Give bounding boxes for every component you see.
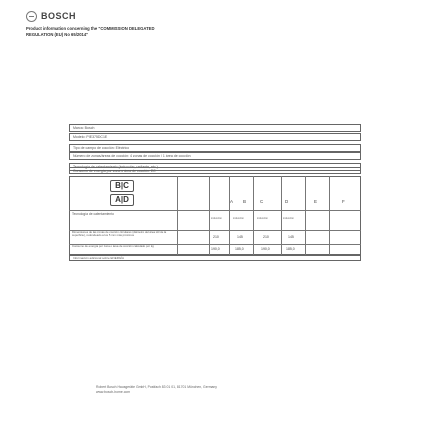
zone-letter: A — [230, 199, 234, 204]
brand-name: BOSCH — [41, 11, 77, 21]
energy-per-kg: 190,0 — [211, 247, 220, 251]
address-line: Robert Bosch Hausgeräte GmbH, Postfach 83 01 01, 81701 München, Germany — [96, 385, 218, 389]
bosch-logo-icon — [26, 11, 37, 22]
heating-type: inducción — [211, 217, 222, 220]
additional-info-row: Información adicional sobre ENERGÍA — [69, 255, 361, 261]
heating-type: inducción — [283, 217, 294, 220]
zone-diameter: 210 — [263, 235, 269, 239]
info-row-energy: Consumo de energía por zona o área de cocción: EC — [69, 167, 361, 174]
zone-dimension-label: Dimensiones de las zonas de cocción circulares (diámetro del área útil de la superficie), redondeado a los 5 mm más próximos — [72, 230, 167, 238]
info-row-model: Modelo: PIE375DC1E — [69, 133, 361, 141]
product-information-heading — [26, 26, 256, 37]
zone-diameter: 210 — [213, 235, 219, 239]
info-row-heating: Tecnología de calentamiento (inducción, radiante, etc.) — [69, 163, 361, 171]
manufacturer-address — [96, 385, 336, 394]
info-row-brand: Marca: Bosch — [69, 124, 361, 132]
table-divider — [69, 210, 361, 211]
info-row-zones: Número de zonas/áreas de cocción: 4 zonas de cocción / 1 área de cocción — [69, 152, 361, 160]
zone-letter: F — [342, 199, 345, 204]
energy-per-kg: 185,0 — [286, 247, 295, 251]
zone-letter: B — [243, 199, 247, 204]
cooking-zone-diagram — [110, 180, 136, 208]
energy-per-kg-label: Consumo de energía por zona o área de cocción calculado por kg — [72, 244, 154, 248]
bosch-logo — [26, 9, 76, 23]
heating-type: inducción — [257, 217, 268, 220]
zone-diagram-bottom: A|D — [110, 194, 134, 206]
energy-per-kg: 185,0 — [235, 247, 244, 251]
intro-line-1: Product information concerning the "COMMISSION DELEGATED — [26, 26, 155, 31]
intro-line-2: REGULATION (EU) No 65/2014" — [26, 31, 89, 37]
zone-letter: D — [285, 199, 289, 204]
info-row-hob-type: Tipo de campo de cocción: Eléctrico — [69, 144, 361, 152]
energy-per-kg: 190,0 — [261, 247, 270, 251]
website: www.bosch-home.com — [96, 389, 131, 394]
zone-letter: E — [314, 199, 318, 204]
zone-diameter: 145 — [288, 235, 294, 239]
heating-technology-label: Tecnología de calentamiento — [72, 212, 114, 216]
zone-diameter: 145 — [237, 235, 243, 239]
zone-letter: C — [260, 199, 264, 204]
zone-diagram-top: B|C — [110, 180, 134, 192]
heating-type: inducción — [233, 217, 244, 220]
